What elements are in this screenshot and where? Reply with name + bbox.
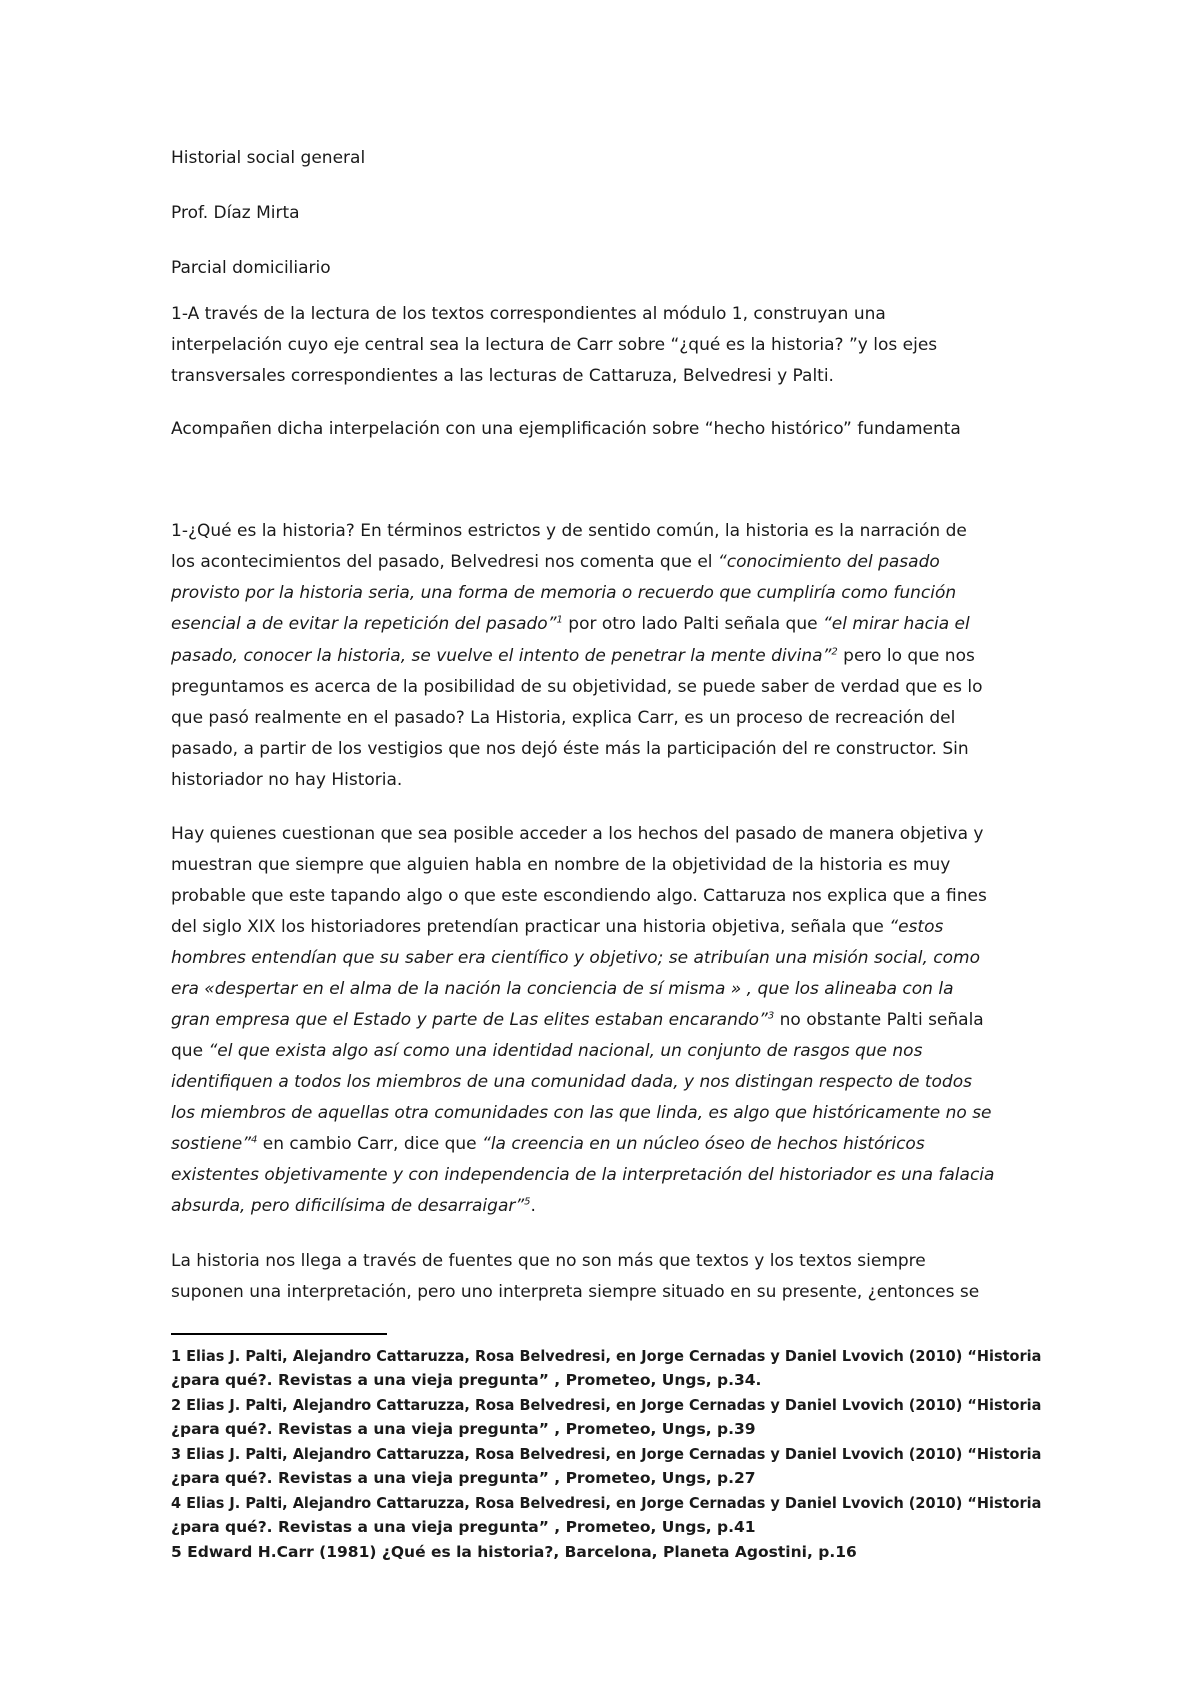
text-line: gran empresa que el Estado y parte de Las elites estaban encarando”$^3$ no obstante Palti señala: [171, 1010, 984, 1030]
text-line: interpelación cuyo eje central sea la lectura de Carr sobre “¿qué es la historia? ”y los ejes: [171, 335, 938, 355]
footnote-ref: 4: [251, 1134, 258, 1146]
footnote-separator: [171, 1333, 387, 1335]
text-line: La historia nos llega a través de fuentes que no son más que textos y los textos siempre: [171, 1251, 926, 1271]
quote-line: existentes objetivamente y con independencia de la interpretación del historiador es una falacia: [171, 1165, 995, 1185]
footnote-ref: 2: [831, 646, 838, 658]
quote-line: era «despertar en el alma de la nación la conciencia de sí misma » , que los alineaba con la: [171, 979, 954, 999]
text-line: preguntamos es acerca de la posibilidad de su objetividad, se puede saber de verdad que es lo: [171, 677, 983, 697]
text-line: suponen una interpretación, pero uno interpreta siempre situado en su presente, ¿entonces se: [171, 1282, 980, 1302]
quote-line: los miembros de aquellas otra comunidades con las que linda, es algo que históricamente no se: [171, 1103, 992, 1123]
text-line: 1-¿Qué es la historia? En términos estrictos y de sentido común, la historia es la narración de: [171, 521, 967, 541]
quote-line: hombres entendían que su saber era científico y objetivo; se atribuían una misión social, como: [171, 948, 980, 968]
text-line: muestran que siempre que alguien habla en nombre de la objetividad de la historia es muy: [171, 855, 951, 875]
text-line: del siglo XIX los historiadores pretendían practicar una historia objetiva, señala que “estos: [171, 917, 944, 937]
footnote-4: 4 Elias J. Palti, Alejandro Cattaruzza, Rosa Belvedresi, en Jorge Cernadas y Daniel Lvovich (2010) “Historia: [171, 1494, 1042, 1512]
text-line: historiador no hay Historia.: [171, 770, 403, 790]
footnote-3-cont: ¿para qué?. Revistas a una vieja pregunta” , Prometeo, Ungs, p.27: [171, 1469, 756, 1487]
text-line: pasado, conocer la historia, se vuelve el intento de penetrar la mente divina”$^2$ pero lo que nos: [171, 646, 975, 666]
footnote-3: 3 Elias J. Palti, Alejandro Cattaruzza, Rosa Belvedresi, en Jorge Cernadas y Daniel Lvovich (2010) “Historia: [171, 1445, 1042, 1463]
text-line: absurda, pero dificilísima de desarraigar”$^5$.: [171, 1196, 536, 1216]
text-line: probable que este tapando algo o que este escondiendo algo. Cattaruza nos explica que a fines: [171, 886, 987, 906]
footnote-ref: 1: [556, 614, 563, 626]
footnote-4-cont: ¿para qué?. Revistas a una vieja pregunta” , Prometeo, Ungs, p.41: [171, 1518, 756, 1536]
document-title: Historial social general: [171, 148, 366, 168]
footnote-ref: 3: [767, 1010, 775, 1022]
footnote-ref: 5: [524, 1196, 531, 1208]
quote-line: identifiquen a todos los miembros de una comunidad dada, y nos distingan respecto de todos: [171, 1072, 972, 1092]
quote-line: provisto por la historia seria, una forma de memoria o recuerdo que cumpliría como función: [171, 583, 957, 603]
text-line: esencial a de evitar la repetición del pasado”$^1$ por otro lado Palti señala que “el mirar hacia el: [171, 614, 970, 634]
exam-type: Parcial domiciliario: [171, 258, 331, 278]
footnote-5: 5 Edward H.Carr (1981) ¿Qué es la historia?, Barcelona, Planeta Agostini, p.16: [171, 1543, 857, 1561]
footnote-1-cont: ¿para qué?. Revistas a una vieja pregunta” , Prometeo, Ungs, p.34.: [171, 1371, 762, 1389]
professor-name: Prof. Díaz Mirta: [171, 203, 300, 223]
text-line: que pasó realmente en el pasado? La Historia, explica Carr, es un proceso de recreación del: [171, 708, 956, 728]
footnote-2: 2 Elias J. Palti, Alejandro Cattaruzza, Rosa Belvedresi, en Jorge Cernadas y Daniel Lvovich (2010) “Historia: [171, 1396, 1042, 1414]
footnote-2-cont: ¿para qué?. Revistas a una vieja pregunta” , Prometeo, Ungs, p.39: [171, 1420, 756, 1438]
text-line: que “el que exista algo así como una identidad nacional, un conjunto de rasgos que nos: [171, 1041, 923, 1061]
footnote-1: 1 Elias J. Palti, Alejandro Cattaruzza, Rosa Belvedresi, en Jorge Cernadas y Daniel Lvovich (2010) “Historia: [171, 1347, 1042, 1365]
text-line: sostiene”$^4$ en cambio Carr, dice que “la creencia en un núcleo óseo de hechos históricos: [171, 1134, 925, 1154]
text-line: pasado, a partir de los vestigios que nos dejó éste más la participación del re constructor. Sin: [171, 739, 969, 759]
text-line: 1-A través de la lectura de los textos correspondientes al módulo 1, construyan una: [171, 304, 886, 324]
text-line: transversales correspondientes a las lecturas de Cattaruza, Belvedresi y Palti.: [171, 366, 834, 386]
text-line: los acontecimientos del pasado, Belvedresi nos comenta que el “conocimiento del pasado: [171, 552, 940, 572]
text-line: Hay quienes cuestionan que sea posible acceder a los hechos del pasado de manera objetiva y: [171, 824, 984, 844]
text-line: Acompañen dicha interpelación con una ejemplificación sobre “hecho histórico” fundamenta: [171, 419, 961, 439]
